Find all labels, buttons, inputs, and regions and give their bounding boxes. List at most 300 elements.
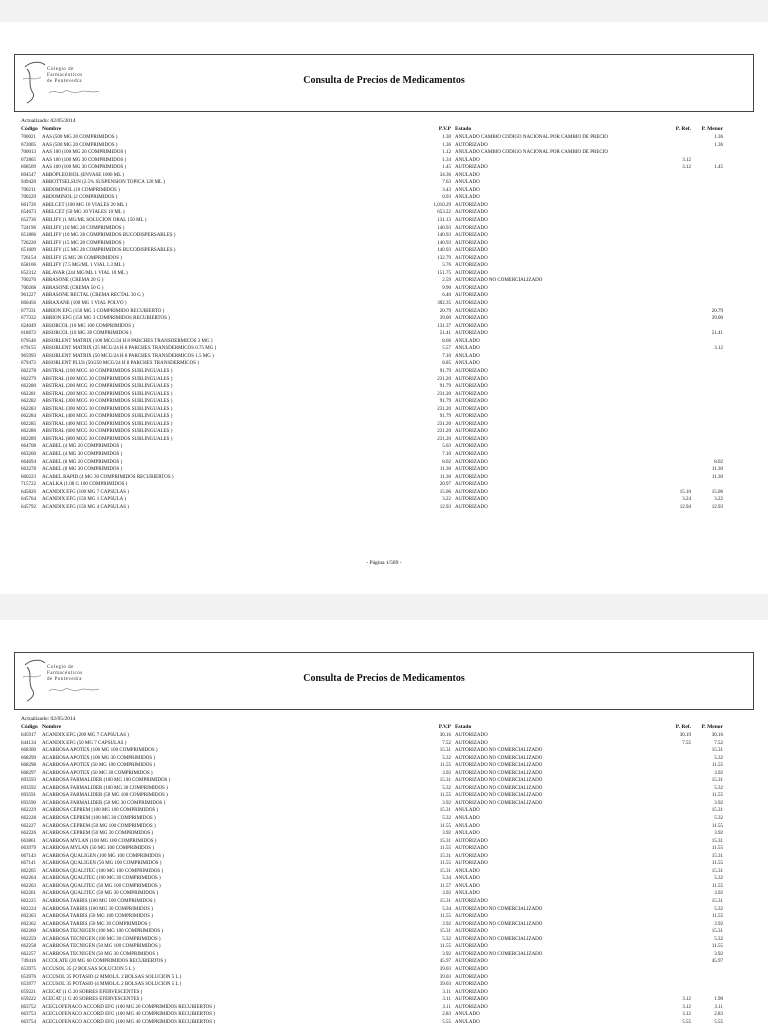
cell-menor: 15.31 [711, 929, 723, 935]
cell-code: 672005 [21, 142, 36, 148]
cell-menor: 3.92 [714, 921, 723, 927]
cell-code: 679546 [21, 338, 36, 344]
cell-estado: ANULADO [455, 883, 480, 889]
table-row [21, 459, 727, 467]
table-row [21, 474, 727, 482]
cell-pvp: 7.63 [442, 180, 451, 186]
cell-pvp: 5.32 [442, 936, 451, 942]
cell-pvp: 8.02 [442, 459, 451, 465]
cell-menor: 3.22 [714, 497, 723, 503]
cell-name: AAS 100 (100 MG 30 COMPRIMIDOS ) [42, 165, 127, 171]
cell-name: ABSTRAL (800 MCG 30 COMPRIMIDOS SUBLINGUALES ) [42, 436, 173, 442]
cell-name: ACARBOSA FARMALIDER (100 MG 30 COMPRIMIDOS ) [42, 785, 168, 791]
cell-code: 668509 [21, 165, 36, 171]
page-title: Consulta de Precios de Medicamentos [303, 75, 465, 86]
cell-code: 662286 [21, 429, 36, 435]
cell-estado: AUTORIZADO [455, 974, 488, 980]
col-ref: P. Ref. [675, 724, 691, 730]
cell-name: ABBOPLEOISOL (ENVASE 1000 ML ) [42, 172, 125, 178]
cell-pvp: 39.03 [439, 982, 451, 988]
cell-pvp: 15.31 [439, 853, 451, 859]
cell-code: 662258 [21, 944, 36, 950]
cell-estado: ANULADO [455, 172, 480, 178]
cell-estado: ANULADO [455, 816, 480, 822]
table-row [21, 134, 727, 142]
cell-code: 624049 [21, 323, 36, 329]
table-row [21, 277, 727, 285]
table-row [21, 187, 727, 195]
cell-name: ACCUSOL 35 (2 BOLSAS SOLUCION 5 L ) [42, 966, 135, 972]
cell-pvp: 15.31 [439, 778, 451, 784]
cell-estado: AUTORIZADO [455, 270, 488, 276]
table-row [21, 807, 727, 815]
table-row [21, 292, 727, 300]
cell-menor: 1.36 [714, 135, 723, 140]
cell-estado: AUTORIZADO [455, 474, 488, 480]
cell-name: ABDOMINOL (10 COMPRIMIDOS ) [42, 187, 120, 193]
cell-pvp: 231.20 [437, 376, 451, 382]
cell-estado: AUTORIZADO [455, 368, 488, 374]
cell-menor: 12.93 [711, 504, 723, 510]
table-row [21, 974, 727, 982]
cell-name: ACCUSOL 35 POTASIO (2 MMOL/L 2 BOLSAS SOLUCION 5 L ) [42, 974, 182, 980]
cell-estado: AUTORIZADO NO COMERCIALIZADO [455, 278, 543, 284]
table-row [21, 890, 727, 898]
cell-pvp: 3.92 [442, 831, 451, 837]
table-row [21, 951, 727, 959]
table-row [21, 262, 727, 270]
cell-name: ABSTRAL (200 MCG 10 COMPRIMIDOS SUBLINGUALES ) [42, 384, 173, 390]
cell-pvp: 3.22 [442, 497, 451, 503]
cell-ref: 30.19 [679, 733, 691, 738]
logo-line-2: Farmacéuticos [47, 73, 83, 78]
cell-estado: ANULADO [455, 1012, 480, 1018]
cell-estado: AUTORIZADO NO COMERCIALIZADO [455, 800, 543, 806]
cell-name: ABSORLENT MATRIX (100 MCG/24 H 8 PARCHES TRANSDERMICOS 3 MG ) [42, 338, 213, 344]
cell-pvp: 39.03 [439, 966, 451, 972]
cell-pvp: 5.32 [442, 816, 451, 822]
cell-ref: 12.94 [679, 504, 691, 510]
cell-estado: AUTORIZADO [455, 255, 488, 261]
cell-code: 660223 [21, 474, 36, 480]
cell-code: 663979 [21, 846, 36, 852]
table-row [21, 853, 727, 861]
table-row [21, 443, 727, 451]
signature-icon [47, 685, 107, 695]
table-row [21, 913, 727, 921]
cell-name: ACARBOSA APOTEX (100 MG 30 COMPRIMIDOS ) [42, 755, 156, 761]
cell-pvp: 9.90 [442, 285, 451, 291]
cell-name: AAS 100 (100 MG 20 COMPRIMIDOS ) [42, 150, 127, 156]
cell-estado: AUTORIZADO [455, 421, 488, 427]
cell-menor: 1.36 [714, 142, 723, 148]
table-row [21, 247, 727, 255]
cell-menor: 11.30 [711, 467, 723, 473]
cell-estado: ANULADO [455, 346, 480, 352]
cell-name: ACARBOSA QUALITEC (50 MG 30 COMPRIMIDOS ) [42, 891, 159, 897]
cell-estado: AUTORIZADO NO COMERCIALIZADO [455, 763, 543, 769]
page-header [14, 54, 754, 112]
cell-code: 659221 [21, 989, 36, 995]
cell-pvp: 3.92 [442, 921, 451, 927]
cell-code: 662265 [21, 868, 36, 874]
cell-name: ACARBOSA CEPREM (50 MG 30 COMPRIMIDOS ) [42, 831, 154, 837]
cell-code: 693590 [21, 800, 36, 806]
cell-code: 662257 [21, 951, 36, 957]
col-code: Código [21, 126, 38, 132]
cell-estado: AUTORIZADO [455, 966, 488, 972]
cell-pvp: 20.97 [439, 482, 451, 488]
table-row [21, 383, 727, 391]
cell-code: 662280 [21, 384, 36, 390]
cell-code: 677332 [21, 316, 36, 322]
cell-estado: AUTORIZADO [455, 436, 488, 442]
cell-name: ABSORLENT MATRIX (25 MCG/24 H 8 PARCHES TRANSDERMICOS 0.75 MG ) [42, 346, 217, 352]
cell-pvp: 91.79 [439, 399, 451, 405]
cell-pvp: 11.55 [439, 763, 451, 769]
cell-name: ABLAVAR (244 MG/ML 1 VIAL 10 ML ) [42, 270, 128, 276]
cell-name: ABSTRAL (300 MCG 10 COMPRIMIDOS SUBLINGUALES ) [42, 399, 173, 405]
table-row [21, 428, 727, 436]
cell-name: ACARBOSA QUALITEC (100 MG 30 COMPRIMIDOS ) [42, 876, 161, 882]
cell-code: 653975 [21, 966, 36, 972]
cell-name: ABILIFY (7.5 MG/ML 1 VIAL 1.3 ML ) [42, 263, 125, 269]
cell-pvp: 34.36 [439, 172, 451, 178]
cell-estado: AUTORIZADO [455, 285, 488, 291]
cell-name: ACECLOFENACO ACCORD EFG (100 MG 20 COMPRIMIDOS RECUBIERTOS ) [42, 1004, 215, 1010]
table-row [21, 142, 727, 150]
cell-estado: ANULADO [455, 338, 480, 344]
cell-menor: 15.31 [711, 899, 723, 905]
table-row [21, 504, 727, 512]
cell-estado: AUTORIZADO [455, 240, 488, 246]
cell-estado: AUTORIZADO [455, 982, 488, 988]
cell-name: ACARBOSA FARMALIDER (50 MG 30 COMPRIMIDOS ) [42, 800, 166, 806]
cell-code: 694547 [21, 172, 36, 178]
table-row [21, 936, 727, 944]
cell-code: 658166 [21, 263, 36, 269]
table-row [21, 762, 727, 770]
cell-code: 662260 [21, 929, 36, 935]
cell-name: ACARBOSA QUALIGEN (100 MG 100 COMPRIMIDOS ) [42, 853, 164, 859]
cell-name: ACARBOSA TARBIS (100 MG 100 COMPRIMIDOS ) [42, 899, 156, 905]
cell-name: ABSORCOL (10 MG 28 COMPRIMIDOS ) [42, 331, 132, 337]
page-title: Consulta de Precios de Medicamentos [303, 673, 465, 684]
cell-estado: ANULADO [455, 353, 480, 359]
cell-name: AAS (500 MG 20 COMPRIMIDOS ) [42, 135, 118, 140]
table-row [21, 338, 727, 346]
cell-estado: AUTORIZADO [455, 838, 488, 844]
cell-code: 662259 [21, 936, 36, 942]
cell-code: 659222 [21, 997, 36, 1003]
table-row [21, 398, 727, 406]
cell-code: 663278 [21, 467, 36, 473]
cell-code: 651609 [21, 248, 36, 254]
table-row [21, 345, 727, 353]
table-row [21, 436, 727, 444]
cell-estado: AUTORIZADO [455, 959, 488, 965]
cell-menor: 11.30 [711, 474, 723, 480]
cell-code: 663752 [21, 1004, 36, 1010]
cell-code: 662227 [21, 823, 36, 829]
cell-code: 668299 [21, 755, 36, 761]
table-row [21, 489, 727, 497]
table-row [21, 202, 727, 210]
cell-estado: AUTORIZADO [455, 1004, 488, 1010]
cell-pvp: 231.20 [437, 391, 451, 397]
cell-name: AAS (500 MG 20 COMPRIMIDOS ) [42, 142, 118, 148]
cell-ref: 3.12 [682, 1012, 691, 1018]
cell-name: ABSTRAL (600 MCG 30 COMPRIMIDOS SUBLINGUALES ) [42, 429, 173, 435]
cell-pvp: 5.34 [442, 876, 451, 882]
cell-pvp: 91.79 [439, 368, 451, 374]
cell-code: 645917 [21, 733, 36, 738]
cell-code: 645826 [21, 489, 36, 495]
cell-estado: AUTORIZADO [455, 504, 488, 510]
cell-code: 663753 [21, 1012, 36, 1018]
cell-estado: AUTORIZADO [455, 225, 488, 231]
cell-pvp: 131.37 [437, 323, 451, 329]
cell-code: 749416 [21, 959, 36, 965]
cell-code: 679472 [21, 361, 36, 367]
cell-estado: AUTORIZADO [455, 331, 488, 337]
table-row [21, 845, 727, 853]
cell-menor: 5.32 [714, 936, 723, 942]
cell-code: 667141 [21, 861, 36, 867]
cell-estado: AUTORIZADO [455, 233, 488, 239]
cell-ref: 3.12 [682, 1004, 691, 1010]
cell-pvp: 3.92 [442, 800, 451, 806]
cell-estado: AUTORIZADO [455, 414, 488, 420]
cell-code: 679155 [21, 346, 36, 352]
table-row [21, 921, 727, 929]
cell-estado: AUTORIZADO NO COMERCIALIZADO [455, 755, 543, 761]
cell-name: ABSORLENT PLUS (50/250 MCG/24 H 8 PARCHES TRANSDERMICOS ) [42, 361, 199, 367]
table-row [21, 815, 727, 823]
cell-ref: 3.24 [682, 497, 691, 503]
cell-name: ACARBOSA CEPREM (100 MG 30 COMPRIMIDOS ) [42, 816, 156, 822]
cell-menor: 3.92 [714, 770, 723, 776]
cell-estado: AUTORIZADO NO COMERCIALIZADO [455, 778, 543, 784]
cell-code: 654673 [21, 210, 36, 216]
cell-estado: AUTORIZADO [455, 384, 488, 390]
cell-ref: 3.12 [682, 157, 691, 163]
cell-estado: AUTORIZADO [455, 202, 488, 208]
cell-pvp: 30.16 [439, 733, 451, 738]
cell-name: ACARBOSA FARMALIDER (100 MG 100 COMPRIMIDOS ) [42, 778, 171, 784]
cell-pvp: 8.85 [442, 361, 451, 367]
cell-estado: AUTORIZADO [455, 459, 488, 465]
logo-line-3: de Pontevedra [47, 677, 82, 682]
cell-code: 652312 [21, 270, 36, 276]
cell-estado: AUTORIZADO [455, 406, 488, 412]
cell-menor: 30.16 [711, 733, 723, 738]
cell-code: 726154 [21, 255, 36, 261]
cell-estado: AUTORIZADO [455, 293, 488, 299]
cell-estado: AUTORIZADO [455, 861, 488, 867]
col-ref: P. Ref. [675, 126, 691, 132]
table-row [21, 1019, 727, 1024]
cell-name: ACARBOSA APOTEX (100 MG 100 COMPRIMIDOS ) [42, 748, 158, 754]
table-row [21, 755, 727, 763]
cell-menor: 39.00 [711, 316, 723, 322]
table-row [21, 740, 727, 748]
cell-menor: 5.32 [714, 785, 723, 791]
cell-name: ACANDIX EFG (150 MG 1 CAPSULA ) [42, 497, 126, 503]
cell-code: 645764 [21, 497, 36, 503]
cell-estado: ANULADO CAMBIO CODIGO NACIONAL POR CAMBIO DE PRECIO [455, 150, 609, 156]
cell-name: ABELCET (50 MG 10 VIALES 10 ML ) [42, 210, 125, 216]
cell-name: ACANDIX EFG (100 MG 7 CAPSULAS ) [42, 489, 129, 495]
cell-estado: ANULADO [455, 180, 480, 186]
cell-code: 661726 [21, 202, 36, 208]
table-row [21, 883, 727, 891]
cell-estado: AUTORIZADO NO COMERCIALIZADO [455, 793, 543, 799]
table-row [21, 270, 727, 278]
table-row [21, 285, 727, 293]
cell-pvp: 11.55 [439, 793, 451, 799]
cell-pvp: 5.55 [442, 1019, 451, 1024]
cell-name: ACARBOSA TARBIS (50 MG 30 COMPRIMIDOS ) [42, 921, 151, 927]
cell-menor: 11.55 [711, 846, 723, 852]
cell-pvp: 91.79 [439, 414, 451, 420]
table-row [21, 466, 727, 474]
cell-estado: AUTORIZADO NO COMERCIALIZADO [455, 748, 543, 754]
cell-code: 662279 [21, 376, 36, 382]
table-row [21, 1011, 727, 1019]
cell-pvp: 5.76 [442, 263, 451, 269]
cell-pvp: 8.66 [442, 338, 451, 344]
cell-pvp: 3.11 [442, 997, 451, 1003]
cell-name: ABRASONE (CREMA 20 G ) [42, 278, 104, 284]
cell-estado: AUTORIZADO [455, 210, 488, 216]
cell-name: ABRION EFG (150 MG 1 COMPRIMIDO RECUBIERTO ) [42, 308, 165, 314]
cell-code: 700013 [21, 150, 36, 156]
cell-code: 715722 [21, 482, 36, 488]
cell-menor: 15.31 [711, 853, 723, 859]
table-row [21, 496, 727, 504]
cell-menor: 3.92 [714, 951, 723, 957]
cell-menor: 5.32 [714, 816, 723, 822]
signature-icon [47, 87, 107, 97]
cell-code: 668298 [21, 763, 36, 769]
cell-pvp: 11.30 [439, 467, 451, 473]
cell-pvp: 11.55 [439, 846, 451, 852]
cell-estado: AUTORIZADO [455, 944, 488, 950]
cell-estado: AUTORIZADO NO COMERCIALIZADO [455, 936, 543, 942]
cell-name: ABELCET (100 MG 10 VIALES 20 ML ) [42, 202, 128, 208]
cell-code: 700021 [21, 135, 36, 140]
cell-menor: 15.31 [711, 868, 723, 874]
cell-menor: 8.02 [714, 459, 723, 465]
table-row [21, 406, 727, 414]
cell-ref: 5.55 [682, 1019, 691, 1024]
cell-menor: 11.55 [711, 793, 723, 799]
cell-code: 662228 [21, 816, 36, 822]
cell-pvp: 91.79 [439, 384, 451, 390]
cell-code: 662264 [21, 876, 36, 882]
cell-name: ACECLOFENACO ACCORD EFG (100 MG 40 COMPRIMIDOS RECUBIERTOS ) [42, 1012, 215, 1018]
cell-name: ACARBOSA FARMALIDER (50 MG 100 COMPRIMIDOS ) [42, 793, 168, 799]
cell-code: 664708 [21, 444, 36, 450]
cell-menor: 20.79 [711, 308, 723, 314]
cell-name: ACANDIX EFG (50 MG 7 CAPSULAS ) [42, 740, 127, 746]
cell-estado: AUTORIZADO [455, 467, 488, 473]
table-row [21, 989, 727, 997]
cell-pvp: 1.12 [442, 150, 451, 156]
cell-menor: 7.52 [714, 740, 723, 746]
col-pvp: P.V.P [438, 724, 451, 730]
cell-name: ACARBOSA TECNIGEN (50 MG 100 COMPRIMIDOS ) [42, 944, 161, 950]
cell-pvp: 39.03 [439, 974, 451, 980]
cell-code: 672865 [21, 157, 36, 163]
col-estado: Estado [455, 724, 472, 730]
cell-estado: ANULADO [455, 808, 480, 814]
table-row [21, 981, 727, 989]
cell-code: 664694 [21, 459, 36, 465]
logo-line-3: de Pontevedra [47, 79, 82, 84]
cell-estado: AUTORIZADO NO COMERCIALIZADO [455, 906, 543, 912]
cell-name: ACECAT (1 G 20 SOBRES EFERVESCENTES ) [42, 989, 143, 995]
cell-menor: 51.41 [711, 331, 723, 337]
table-row [21, 928, 727, 936]
cell-estado: AUTORIZADO [455, 997, 488, 1003]
table-row [21, 164, 727, 172]
cell-menor: 11.55 [711, 944, 723, 950]
cell-pvp: 51.41 [439, 331, 451, 337]
cell-menor: 15.31 [711, 778, 723, 784]
cell-name: ACARBOSA TECNIGEN (50 MG 30 COMPRIMIDOS ) [42, 951, 159, 957]
cell-pvp: 3.92 [442, 770, 451, 776]
cell-code: 677331 [21, 308, 36, 314]
table-row [21, 209, 727, 217]
cell-name: ACARBOSA TARBIS (100 MG 30 COMPRIMIDOS ) [42, 906, 153, 912]
cell-pvp: 231.20 [437, 406, 451, 412]
cell-pvp: 11.55 [439, 823, 451, 829]
cell-code: 965993 [21, 353, 36, 359]
cell-name: ABILIFY (10 MG 28 COMPRIMIDOS ) [42, 225, 125, 231]
cell-code: 693593 [21, 778, 36, 784]
cell-ref: 3.12 [682, 997, 691, 1003]
cell-name: AAS 100 (100 MG 30 COMPRIMIDOS ) [42, 157, 127, 163]
logo-line-2: Farmacéuticos [47, 671, 83, 676]
cell-name: ABSTRAL (300 MCG 30 COMPRIMIDOS SUBLINGUALES ) [42, 406, 173, 412]
cell-pvp: 3.43 [442, 187, 451, 193]
document-page-1 [0, 22, 768, 594]
cell-name: ABILIFY (15 MG 28 COMPRIMIDOS ) [42, 240, 125, 246]
cell-name: ACARBOSA TECNIGEN (100 MG 30 COMPRIMIDOS ) [42, 936, 161, 942]
cell-name: ACARBOSA QUALITEC (50 MG 100 COMPRIMIDOS ) [42, 883, 161, 889]
cell-code: 700211 [21, 187, 36, 193]
cell-name: ABSTRAL (100 MCG 10 COMPRIMIDOS SUBLINGUALES ) [42, 368, 173, 374]
cell-name: ACABEL (8 MG 20 COMPRIMIDOS ) [42, 459, 123, 465]
cell-menor: 1.90 [714, 997, 723, 1003]
cell-estado: ANULADO [455, 187, 480, 193]
logo-line-1: Colegio de [47, 665, 74, 670]
cell-name: ACARBOSA APOTEX (50 MG 100 COMPRIMIDOS ) [42, 763, 156, 769]
cell-pvp: 11.55 [439, 914, 451, 920]
cell-pvp: 11.55 [439, 944, 451, 950]
table-row [21, 800, 727, 808]
table-row [21, 875, 727, 883]
cell-estado: ANULADO [455, 876, 480, 882]
cell-name: ACABEL (4 MG 20 COMPRIMIDOS ) [42, 444, 123, 450]
cell-estado: ANULADO [455, 831, 480, 837]
table-row [21, 391, 727, 399]
cell-name: ACANDIX EFG (200 MG 7 CAPSULAS ) [42, 733, 129, 738]
cell-estado: AUTORIZADO [455, 429, 488, 435]
table-row [21, 830, 727, 838]
